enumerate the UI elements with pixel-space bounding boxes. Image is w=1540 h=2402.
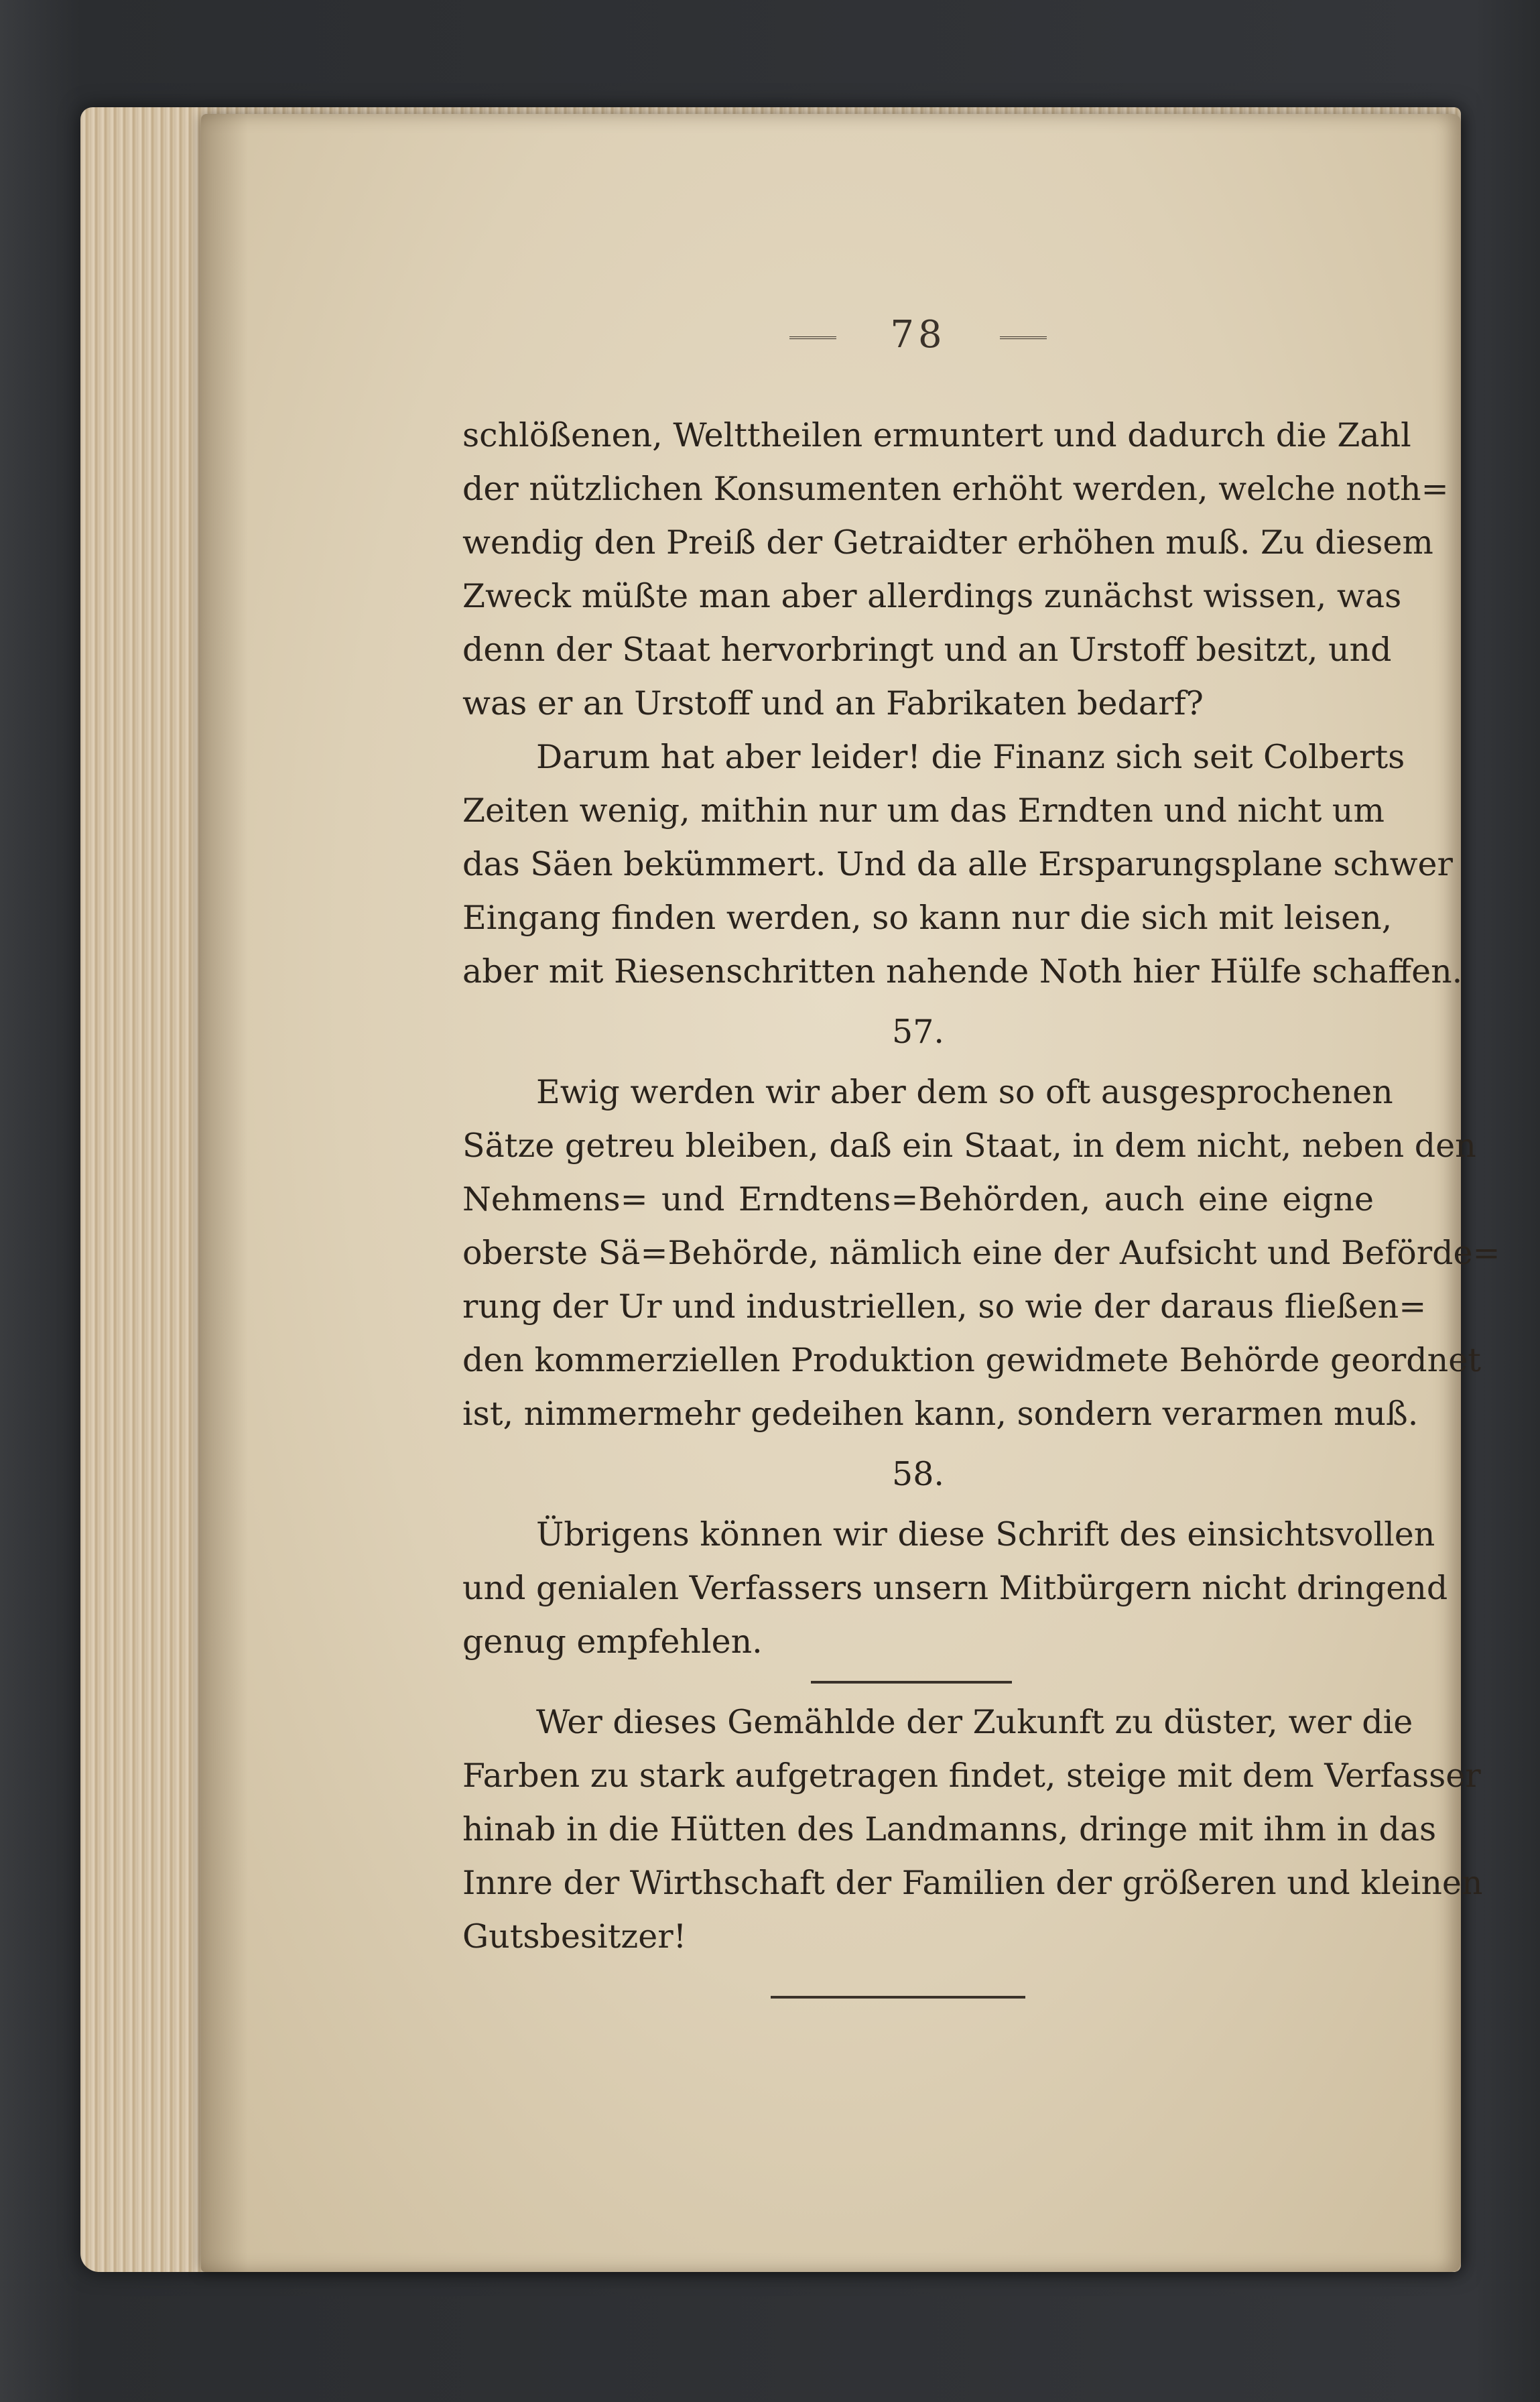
text-line: genug empfehlen. [462,1623,763,1661]
header-dash-right [1000,336,1047,339]
text-line: rung der Ur und industriellen, so wie der daraus fließen= [462,1287,1427,1326]
section-divider [462,1669,1374,1696]
text-line: Nehmens= und Erndtens=Behörden, auch eine eigne [462,1180,1374,1218]
text-line: das Säen bekümmert. Und da alle Ersparungsplane schwer [462,845,1453,883]
header-dash-left [789,336,836,339]
text-line: Farben zu stark aufgetragen findet, steige mit dem Verfasser [462,1757,1481,1795]
text-line: denn der Staat hervorbringt und an Urstoff besitzt, und [462,631,1392,669]
spacer [462,1964,1374,1984]
text-line: den kommerziellen Produktion gewidmete Behörde geordnet [462,1341,1481,1379]
gutter-shadow [201,114,248,2272]
text-line: Ewig werden wir aber dem so oft ausgesprochenen [536,1073,1393,1111]
text-line: der nützlichen Konsumenten erhöht werden, welche noth= [462,470,1449,508]
end-divider [462,1984,1374,2011]
body-text [462,409,1500,2011]
text-line: Sätze getreu bleiben, daß ein Staat, in dem nicht, neben den [462,1127,1476,1165]
page-number: 78 [890,313,946,357]
text-line: Darum hat aber leider! die Finanz sich seit Colberts [536,738,1405,776]
text-line: und genialen Verfassers unsern Mitbürgern nicht dringend [462,1569,1448,1607]
text-line: oberste Sä=Behörde, nämlich eine der Aufsicht und Beförde= [462,1234,1500,1272]
text-line: aber mit Riesenschritten nahende Noth hier Hülfe schaffen. [462,952,1463,991]
text-line: Wer dieses Gemählde der Zukunft zu düster, wer die [536,1703,1413,1741]
text-line: Innre der Wirthschaft der Familien der größeren und kleinen [462,1864,1483,1902]
page-header [462,308,1374,369]
text-line: Zeiten wenig, mithin nur um das Erndten und nicht um [462,792,1385,830]
text-line: Gutsbesitzer! [462,1917,687,1956]
section-number: 58. [892,1455,944,1493]
text-line: wendig den Preiß der Getraidter erhöhen muß. Zu diesem [462,523,1433,562]
text-line: hinab in die Hütten des Landmanns, dringe mit ihm in das [462,1810,1437,1848]
text-line: Zweck müßte man aber allerdings zunächst wissen, was [462,577,1402,615]
section-number: 57. [892,1013,944,1051]
text-line: was er an Urstoff und an Fabrikaten bedarf? [462,684,1204,722]
text-line: ist, nimmermehr gedeihen kann, sondern verarmen muß. [462,1395,1419,1433]
text-line: Eingang finden werden, so kann nur die sich mit leisen, [462,899,1393,937]
text-line: schlößenen, Welttheilen ermuntert und dadurch die Zahl [462,416,1411,454]
text-line: Übrigens können wir diese Schrift des einsichtsvollen [536,1515,1435,1554]
